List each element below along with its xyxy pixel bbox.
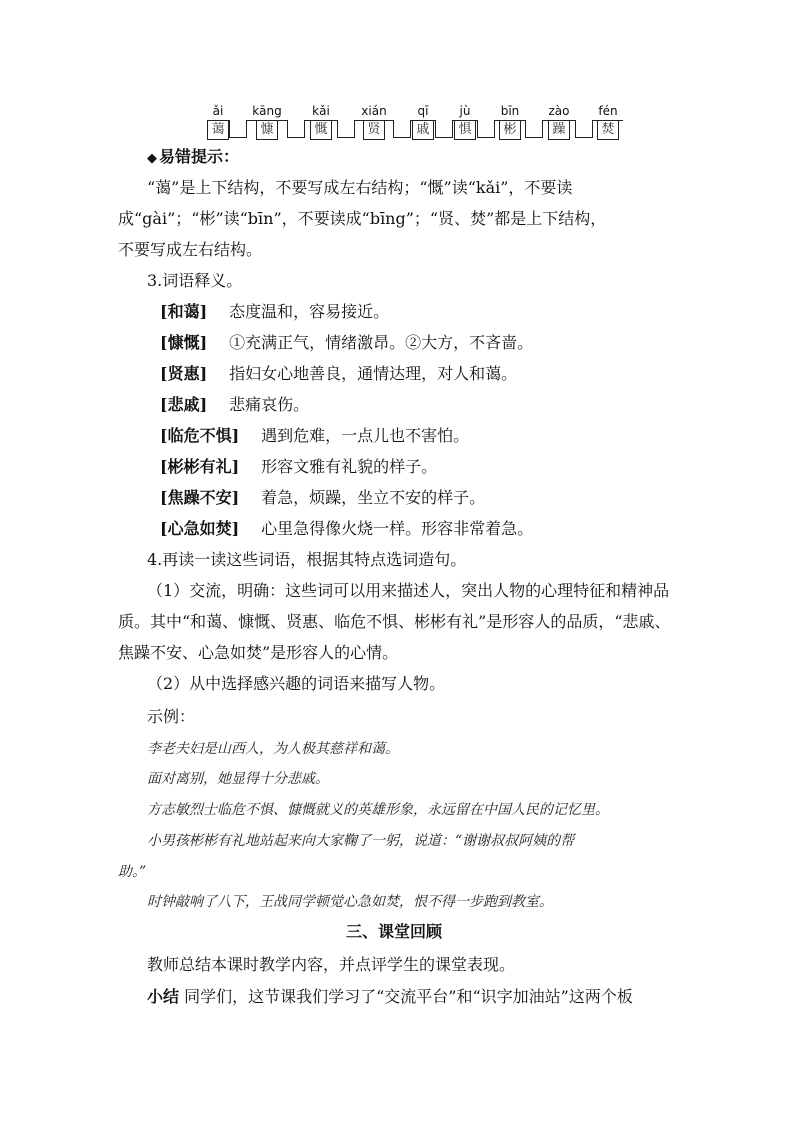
example-sentence-1: 李老夫妇是山西人，为人极其慈祥和蔼。: [147, 741, 399, 757]
term-definition: 指妇女心地善良，通情达理，对人和蔼。: [229, 364, 518, 383]
character-box: 慨: [310, 121, 332, 140]
para1-line-2: 质。其中“和蔼、慷慨、贤惠、临危不惧、彬彬有礼”是形容人的品质，“悲戚、: [118, 612, 671, 631]
pinyin-grid-gap: [287, 120, 305, 138]
review-text: 教师总结本课时教学内容，并点评学生的课堂表现。: [147, 955, 516, 974]
pinyin-text: qī: [411, 103, 435, 121]
diamond-icon: ◆: [147, 151, 157, 166]
pinyin-cell: [355, 103, 393, 140]
term-label: [彬彬有礼]: [160, 457, 240, 476]
character-box: 惧: [454, 121, 476, 140]
pinyin-text: ǎi: [207, 103, 229, 121]
para2: （2）从中选择感兴趣的词语来描写人物。: [147, 674, 446, 693]
term-label: [临危不惧]: [160, 426, 240, 445]
pinyin-cell: [247, 103, 287, 140]
term-row: [160, 488, 485, 508]
pinyin-cell: [593, 103, 623, 140]
term-row: [160, 302, 389, 322]
term-label: [慷慨]: [160, 333, 208, 352]
pinyin-grid-gap: [525, 120, 543, 138]
term-label: [焦躁不安]: [160, 488, 240, 507]
term-label: [和蔼]: [160, 302, 208, 321]
summary-label: 小结: [147, 987, 180, 1006]
example-label: 示例：: [147, 707, 196, 726]
character-box: 贤: [363, 121, 385, 140]
pinyin-grid-gap: [575, 120, 593, 138]
para1-line-1: （1）交流，明确：这些词可以用来描述人，突出人物的心理特征和精神品: [147, 581, 670, 600]
term-label: [悲戚]: [160, 395, 208, 414]
character-box: 蔼: [207, 121, 229, 140]
pinyin-text: xián: [355, 103, 393, 121]
pinyin-cell: [495, 103, 525, 140]
example-sentence-5: 时钟敲响了八下，王战同学顿觉心急如焚，恨不得一步跑到教室。: [147, 894, 553, 910]
tip-title: 易错提示：: [159, 147, 240, 166]
term-row: [160, 457, 437, 477]
term-definition: 形容文雅有礼貌的样子。: [261, 457, 438, 476]
tip-line-1: “蔼”是上下结构，不要写成左右结构；“慨”读“kǎi”，不要读: [147, 178, 573, 197]
term-row: [160, 426, 469, 446]
pinyin-cell: [305, 103, 337, 140]
term-row: [160, 395, 309, 415]
pinyin-cell: [411, 103, 435, 140]
character-box: 焚: [597, 121, 619, 140]
pinyin-grid-gap: [477, 120, 495, 138]
term-row: [160, 333, 533, 353]
term-definition: 心里急得像火烧一样。形容非常着急。: [261, 519, 534, 538]
term-label: [贤惠]: [160, 364, 208, 383]
tip-heading: [147, 147, 239, 169]
summary-line: [147, 987, 633, 1007]
pinyin-text: kǎi: [305, 103, 337, 121]
term-definition: 遇到危难，一点儿也不害怕。: [261, 426, 470, 445]
section-3-title: 3.词语释义。: [147, 271, 243, 290]
para1-line-3: 焦躁不安、心急如焚”是形容人的心情。: [118, 643, 399, 662]
pinyin-cell: [207, 103, 229, 140]
section-review-title: 三、课堂回顾: [346, 922, 443, 941]
pinyin-grid-gap: [435, 120, 453, 138]
pinyin-grid-gap: [229, 120, 247, 138]
pinyin-grid-gap: [393, 120, 411, 138]
example-sentence-4b: 助。”: [118, 864, 147, 880]
summary-text: 同学们，这节课我们学习了“交流平台”和“识字加油站”这两个板: [179, 987, 633, 1006]
pinyin-grid: [207, 103, 623, 139]
character-box: 戚: [412, 121, 434, 140]
term-definition: 着急，烦躁，坐立不安的样子。: [261, 488, 486, 507]
term-row: [160, 519, 533, 539]
section-4-title: 4.再读一读这些词语，根据其特点选词造句。: [147, 550, 467, 569]
pinyin-cell: [453, 103, 477, 140]
tip-line-2: 成“gài”；“彬”读“bīn”，不要读成“bīng”；“贤、焚”都是上下结构，: [118, 209, 607, 228]
term-definition: ①充满正气，情绪激昂。②大方，不吝啬。: [229, 333, 534, 352]
character-box: 彬: [499, 121, 521, 140]
pinyin-text: bīn: [495, 103, 525, 121]
character-box: 躁: [548, 121, 570, 140]
term-definition: 态度温和，容易接近。: [229, 302, 390, 321]
example-sentence-2: 面对离别，她显得十分悲戚。: [147, 771, 329, 787]
term-definition: 悲痛哀伤。: [229, 395, 310, 414]
term-label: [心急如焚]: [160, 519, 240, 538]
pinyin-text: fén: [593, 103, 623, 121]
example-sentence-3: 方志敏烈士临危不惧、慷慨就义的英雄形象，永远留在中国人民的记忆里。: [147, 802, 609, 818]
pinyin-grid-gap: [337, 120, 355, 138]
character-box: 慷: [256, 121, 278, 140]
tip-line-3: 不要写成左右结构。: [118, 240, 263, 259]
pinyin-text: jù: [453, 103, 477, 121]
term-row: [160, 364, 517, 384]
pinyin-text: kāng: [247, 103, 287, 121]
pinyin-cell: [543, 103, 575, 140]
pinyin-text: zào: [543, 103, 575, 121]
example-sentence-4a: 小男孩彬彬有礼地站起来向大家鞠了一躬，说道：“谢谢叔叔阿姨的帮: [147, 833, 575, 849]
